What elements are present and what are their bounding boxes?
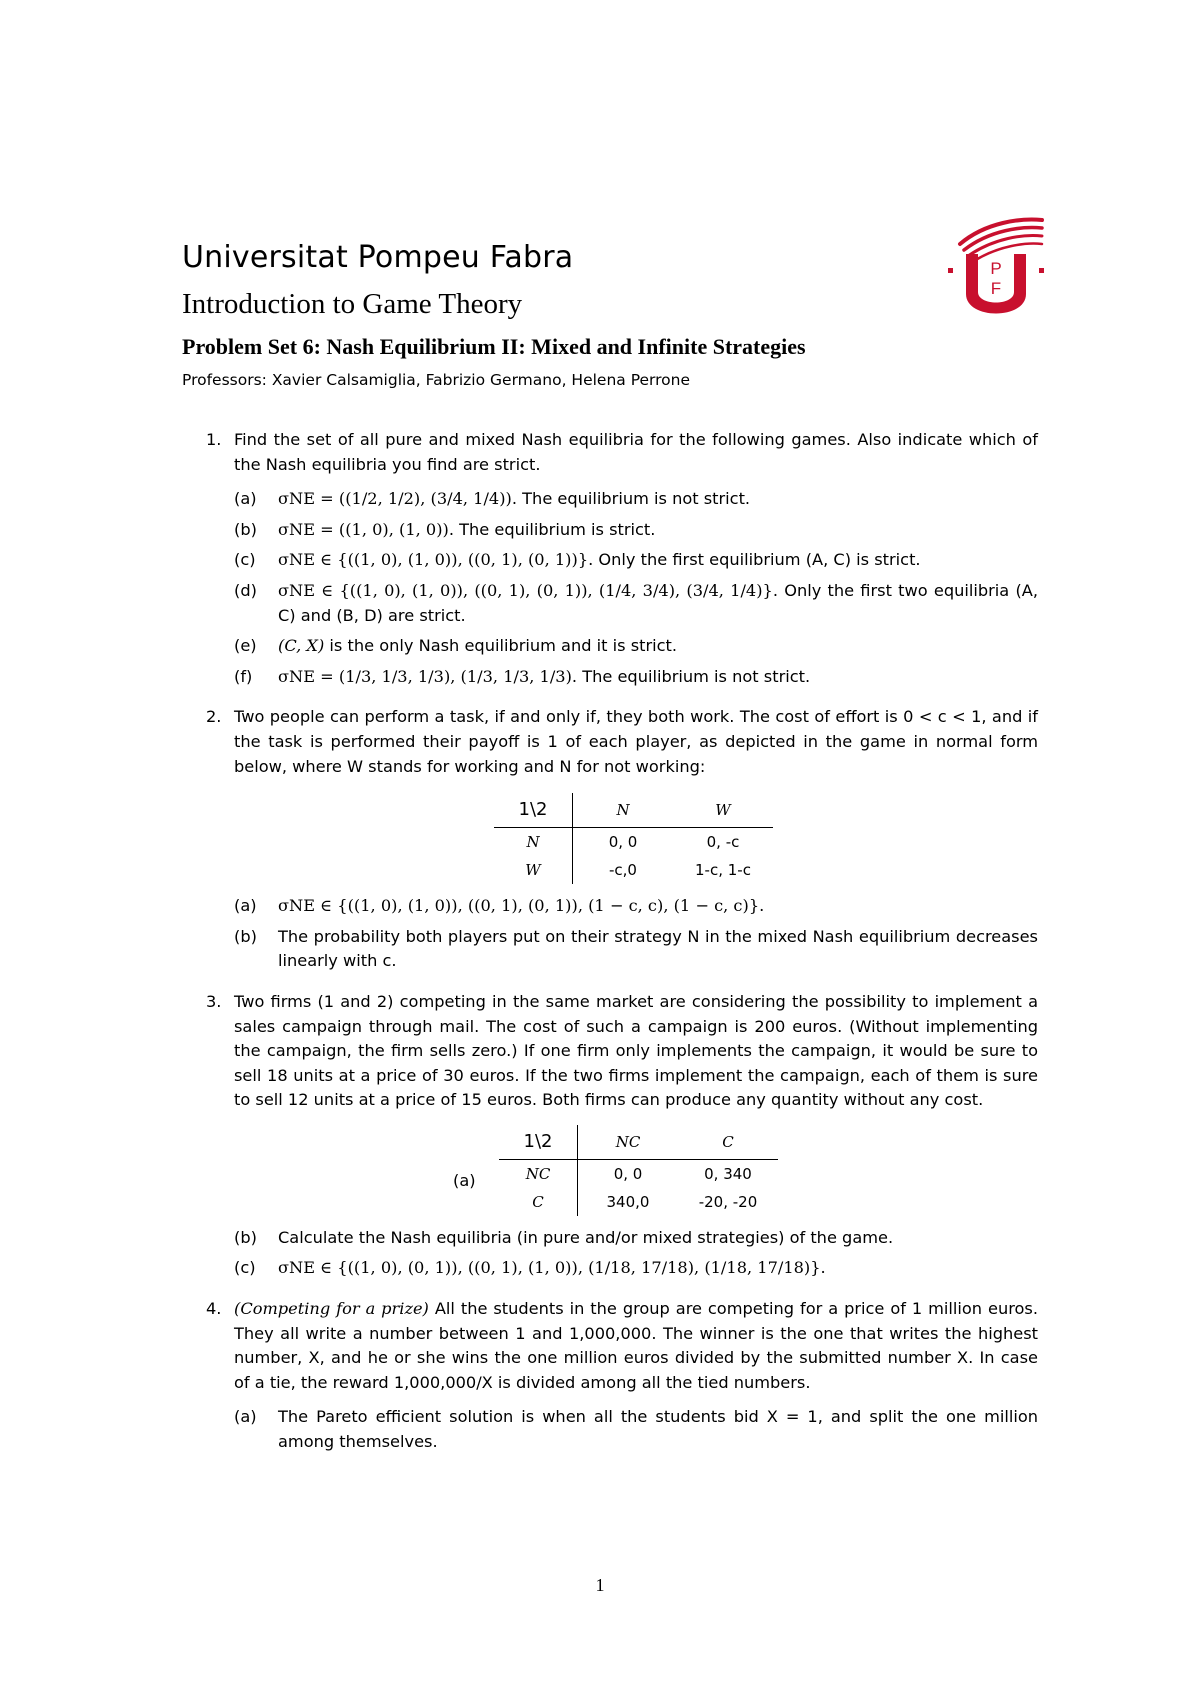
item-label: (b) <box>234 1227 257 1247</box>
answer-text: Calculate the Nash equilibria (in pure and/or mixed strategies) of the game. <box>278 1227 894 1247</box>
column-header: C <box>678 1125 778 1160</box>
answer-note: The equilibrium is not strict. <box>582 666 811 686</box>
answer-item <box>234 665 1038 690</box>
answer-note: is the only Nash equilibrium and it is strict. <box>329 636 678 656</box>
payoff-cell: 0, 340 <box>704 1164 752 1183</box>
problem-text: Two people can perform a task, if and only if, they both work. The cost of effort is 0 < c < 1, and if the task is performed their payoff is 1 of each player, as depicted in the game in normal form below, where W stands for working and N for not working: <box>234 707 1038 776</box>
answer-item <box>234 487 1038 512</box>
answer-item <box>234 634 1038 659</box>
answer-note: Only the first equilibrium (A, C) is strict. <box>598 550 921 570</box>
answer-item <box>234 925 1038 974</box>
payoff-cell: 340,0 <box>606 1192 650 1211</box>
professors-line: Professors: Xavier Calsamiglia, Fabrizio Germano, Helena Perrone <box>182 371 691 389</box>
payoff-cell: -20, -20 <box>698 1192 758 1211</box>
problem-2 <box>182 705 1038 974</box>
answer-item <box>234 1405 1038 1454</box>
item-label: (a) <box>234 489 257 509</box>
problem-title: (Competing for a prize) <box>234 1299 429 1319</box>
equilibrium-expression: σNE = ((1, 0), (1, 0)). <box>278 519 454 539</box>
answer-note: The equilibrium is strict. <box>459 519 656 539</box>
problem-text: Find the set of all pure and mixed Nash equilibria for the following games. Also indicate which of the Nash equilibria you find are strict. <box>234 430 1038 474</box>
payoff-cell: 0, 0 <box>608 832 638 851</box>
equilibrium-expression: σNE ∈ {((1, 0), (1, 0)), ((0, 1), (0, 1))}. <box>278 550 594 570</box>
row-header: W <box>494 856 573 884</box>
item-label: (e) <box>234 636 257 656</box>
problem-text: Two firms (1 and 2) competing in the same market are considering the possibility to implement a sales campaign through mail. The cost of such a campaign is 200 euros. (Without implementing the campaign, the firm sells zero.) If one firm only implements the campaign, it would be sure to sell 18 units at a price of 30 euros. If the two firms implement the campaign, each of them is sure to sell 12 units at a price of 15 euros. Both firms can produce any quantity without any cost. <box>234 991 1038 1110</box>
item-label: (c) <box>234 550 256 570</box>
problem-4 <box>182 1297 1038 1455</box>
payoff-matrix <box>499 1125 778 1216</box>
item-label: (a) <box>453 1170 476 1190</box>
item-label: (f) <box>234 666 253 686</box>
upf-logo-icon <box>946 214 1046 326</box>
answer-item <box>234 1256 1038 1281</box>
matrix-corner: 1\2 <box>499 1125 578 1160</box>
answer-text: The probability both players put on their strategy N in the mixed Nash equilibrium decreases linearly with c. <box>278 926 1038 971</box>
equilibrium-expression: (C, X) <box>278 636 325 656</box>
course-title: Introduction to Game Theory <box>182 288 523 320</box>
problem-3 <box>182 990 1038 1281</box>
answer-item <box>234 518 1038 543</box>
answer-text: The Pareto efficient solution is when all the students bid X = 1, and split the one million among themselves. <box>278 1407 1038 1452</box>
item-label: (c) <box>234 1258 256 1278</box>
row-header: N <box>494 828 573 857</box>
answer-note: Only the first two equilibria (A, C) and (B, D) are strict. <box>278 580 1038 625</box>
payoff-cell: 1-c, 1-c <box>695 860 751 879</box>
problem-set-title: Problem Set 6: Nash Equilibrium II: Mixed and Infinite Strategies <box>182 334 806 359</box>
equilibrium-expression: σNE = ((1/2, 1/2), (3/4, 1/4)). <box>278 489 518 509</box>
page-number: 1 <box>595 1575 605 1595</box>
equilibrium-expression: σNE = (1/3, 1/3, 1/3), (1/3, 1/3, 1/3). <box>278 666 578 686</box>
problem-number: 3. <box>206 991 222 1011</box>
item-label: (a) <box>234 1407 257 1427</box>
answer-item <box>234 548 1038 573</box>
answer-text: σNE ∈ {((1, 0), (1, 0)), ((0, 1), (0, 1)), (1 − c, c), (1 − c, c)}. <box>278 896 765 916</box>
svg-text:P: P <box>990 259 1002 278</box>
payoff-matrix <box>494 793 773 884</box>
answer-text: σNE ∈ {((1, 0), (0, 1)), ((0, 1), (1, 0)), (1/18, 17/18), (1/18, 17/18)}. <box>278 1258 826 1278</box>
problem-number: 2. <box>206 707 222 727</box>
problem-1 <box>182 428 1038 689</box>
item-label: (a) <box>234 896 257 916</box>
payoff-cell: 0, 0 <box>613 1164 643 1183</box>
answer-note: The equilibrium is not strict. <box>522 489 751 509</box>
column-header: N <box>573 793 674 828</box>
problem-list <box>182 428 1038 1471</box>
university-name: Universitat Pompeu Fabra <box>182 240 574 275</box>
item-label: (d) <box>234 580 257 600</box>
answer-item <box>234 579 1038 628</box>
payoff-cell: -c,0 <box>609 860 637 879</box>
svg-text:F: F <box>990 279 1002 298</box>
matrix-corner: 1\2 <box>494 793 573 828</box>
equilibrium-expression: σNE ∈ {((1, 0), (1, 0)), ((0, 1), (0, 1)), (1/4, 3/4), (3/4, 1/4)}. <box>278 580 778 600</box>
row-header: NC <box>499 1159 578 1188</box>
problem-text: All the students in the group are competing for a price of 1 million euros. They all write a number between 1 and 1,000,000. The winner is the one that writes the highest number, X, and he or she wins the one million euros divided by the submitted number X. In case of a tie, the reward 1,000,000/X is divided among all the tied numbers. <box>234 1299 1038 1392</box>
row-header: C <box>499 1188 578 1216</box>
answer-item <box>234 894 1038 919</box>
answer-item <box>234 1226 1038 1251</box>
item-label: (b) <box>234 926 257 946</box>
column-header: NC <box>578 1125 679 1160</box>
problem-number: 4. <box>206 1299 222 1319</box>
problem-number: 1. <box>206 430 222 449</box>
payoff-cell: 0, -c <box>706 832 740 851</box>
column-header: W <box>673 793 773 828</box>
item-label: (b) <box>234 519 257 539</box>
